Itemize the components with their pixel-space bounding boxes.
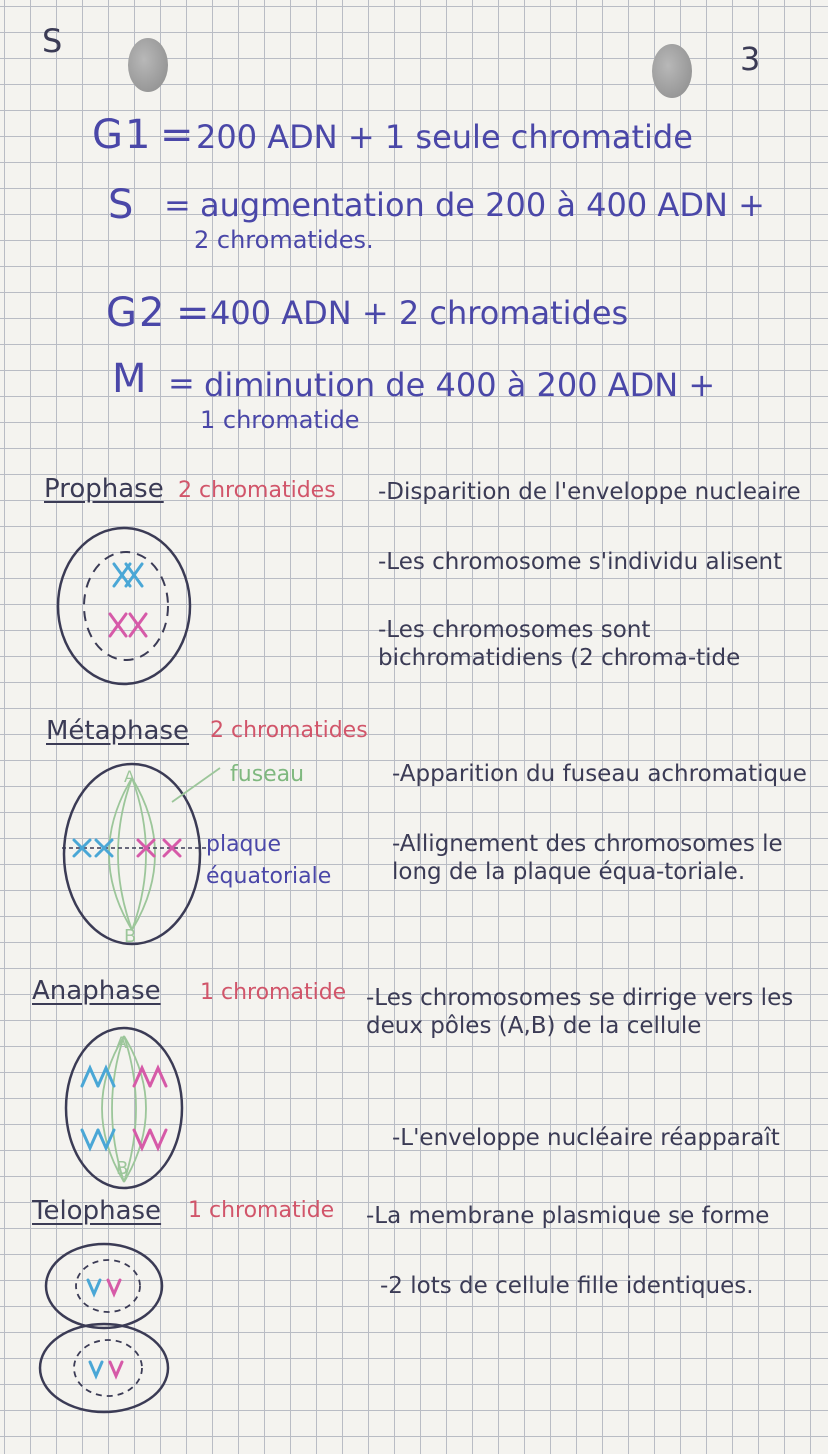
- prophase-bullet-1: -Disparition de l'enveloppe nucleaire: [378, 479, 801, 505]
- telophase-bullet-2: -2 lots de cellule fille identiques.: [380, 1273, 754, 1299]
- anaphase-bullet-1: -Les chromosomes se dirrige vers les deux pôles (A,B) de la cellule: [366, 985, 794, 1039]
- anaphase-pole-b: B: [116, 1158, 129, 1179]
- g1-eq: =: [160, 112, 196, 158]
- telophase-bullet-1: -La membrane plasmique se forme: [366, 1203, 770, 1229]
- anaphase-cell-diagram: [62, 1026, 192, 1194]
- prophase-bullet-3: -Les chromosomes sont bichromatidiens (2 chroma-tide: [378, 617, 741, 671]
- page-number: 3: [740, 40, 761, 78]
- corner-letter: S: [42, 22, 63, 60]
- m-key: M: [112, 356, 149, 402]
- metaphase-bullet-2: -Allignement des chromosomes le long de la plaque équa-toriale.: [392, 831, 783, 885]
- telophase-cell-diagram: [38, 1240, 176, 1416]
- g1-text: 200 ADN + 1 seule chromatide: [196, 118, 693, 156]
- m-text-2: 1 chromatide: [200, 406, 360, 434]
- metaphase-bullet-1: -Apparition du fuseau achromatique: [392, 761, 807, 787]
- metaphase-note: 2 chromatides: [210, 718, 368, 743]
- plate-label-1: plaque: [206, 832, 282, 857]
- telophase-note: 1 chromatide: [188, 1198, 335, 1223]
- binder-hole-left: [128, 38, 168, 92]
- plate-label-2: équatoriale: [206, 864, 332, 889]
- m-text-1: diminution de 400 à 200 ADN +: [204, 366, 716, 404]
- anaphase-bullet-2: -L'enveloppe nucléaire réapparaît: [392, 1125, 780, 1151]
- metaphase-pole-a: A: [124, 767, 135, 786]
- m-eq: =: [168, 364, 195, 402]
- prophase-cell-diagram: [54, 526, 194, 686]
- prophase-title: Prophase: [44, 474, 164, 504]
- metaphase-cell-diagram: [60, 762, 210, 948]
- g1-key: G1: [92, 112, 153, 158]
- telophase-title: Telophase: [32, 1196, 162, 1226]
- s-text-1: augmentation de 200 à 400 ADN +: [200, 186, 765, 224]
- binder-hole-right: [652, 44, 692, 98]
- anaphase-note: 1 chromatide: [200, 980, 347, 1005]
- spindle-label: fuseau: [230, 762, 305, 787]
- metaphase-pole-b: B: [124, 926, 137, 947]
- metaphase-title: Métaphase: [46, 716, 190, 746]
- anaphase-title: Anaphase: [32, 976, 161, 1006]
- s-text-2: 2 chromatides.: [194, 226, 374, 254]
- prophase-bullet-2: -Les chromosome s'individu alisent: [378, 549, 783, 575]
- anaphase-pole-a: A: [116, 1033, 127, 1052]
- g2-key: G2: [106, 290, 167, 336]
- prophase-note: 2 chromatides: [178, 478, 336, 503]
- g2-eq: =: [176, 290, 212, 336]
- s-key: S: [108, 182, 136, 228]
- s-eq: =: [164, 186, 191, 224]
- g2-text: 400 ADN + 2 chromatides: [210, 294, 629, 332]
